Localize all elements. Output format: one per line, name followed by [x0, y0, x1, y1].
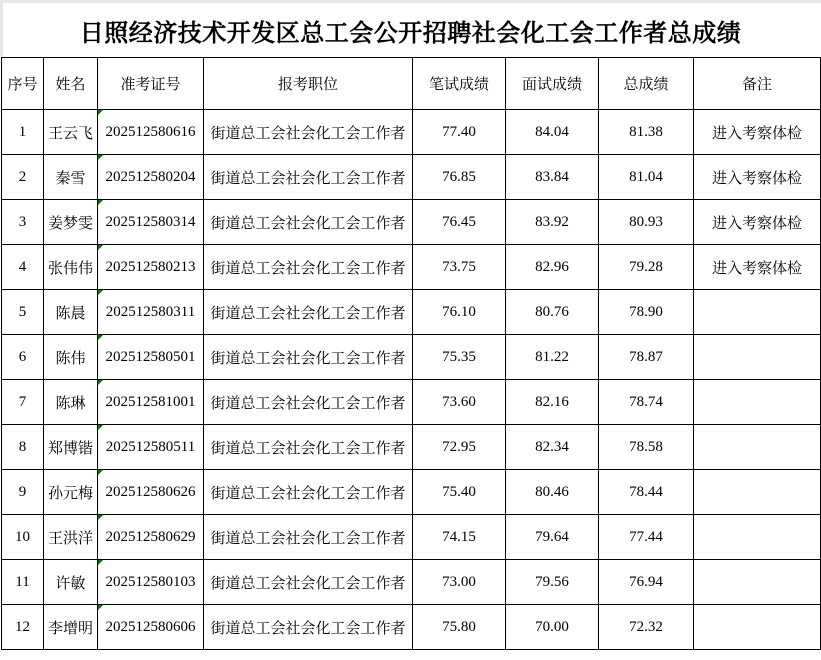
number-stored-as-text-flag-icon [98, 470, 103, 475]
cell-position[interactable]: 街道总工会社会化工会工作者 [204, 605, 413, 650]
cell-interview[interactable]: 70.00 [506, 605, 599, 650]
cell-remark[interactable]: 进入考察体检 [694, 110, 821, 155]
header-row [2, 58, 821, 110]
cell-position[interactable]: 街道总工会社会化工会工作者 [204, 110, 413, 155]
cell-written[interactable]: 76.45 [413, 200, 506, 245]
cell-remark[interactable] [694, 605, 821, 650]
cell-written[interactable]: 75.40 [413, 470, 506, 515]
number-stored-as-text-flag-icon [98, 425, 103, 430]
cell-ticket[interactable]: 202512580626 [98, 470, 204, 515]
column-header-written[interactable]: 笔试成绩 [413, 58, 506, 110]
cell-written[interactable]: 75.35 [413, 335, 506, 380]
number-stored-as-text-flag-icon [98, 560, 103, 565]
table-row [2, 515, 821, 560]
cell-interview[interactable]: 82.96 [506, 245, 599, 290]
cell-written[interactable]: 73.00 [413, 560, 506, 605]
cell-no[interactable]: 8 [2, 425, 44, 470]
column-header-position[interactable]: 报考职位 [204, 58, 413, 110]
cell-remark[interactable] [694, 335, 821, 380]
table-row [2, 605, 821, 650]
cell-written[interactable]: 76.85 [413, 155, 506, 200]
table-row [2, 380, 821, 425]
cell-ticket[interactable]: 202512580616 [98, 110, 204, 155]
cell-name[interactable]: 李增明 [44, 605, 98, 650]
cell-position[interactable]: 街道总工会社会化工会工作者 [204, 470, 413, 515]
table-row [2, 245, 821, 290]
number-stored-as-text-flag-icon [98, 200, 103, 205]
table-row [2, 425, 821, 470]
cell-interview[interactable]: 83.84 [506, 155, 599, 200]
cell-total[interactable]: 77.44 [599, 515, 694, 560]
cell-name[interactable]: 孙元梅 [44, 470, 98, 515]
cell-ticket[interactable]: 202512580314 [98, 200, 204, 245]
cell-no[interactable]: 2 [2, 155, 44, 200]
number-stored-as-text-flag-icon [98, 515, 103, 520]
cell-written[interactable]: 77.40 [413, 110, 506, 155]
cell-position[interactable]: 街道总工会社会化工会工作者 [204, 245, 413, 290]
cell-no[interactable]: 6 [2, 335, 44, 380]
column-header-total[interactable]: 总成绩 [599, 58, 694, 110]
cell-name[interactable]: 陈晨 [44, 290, 98, 335]
cell-name[interactable]: 王云飞 [44, 110, 98, 155]
column-header-interview[interactable]: 面试成绩 [506, 58, 599, 110]
cell-remark[interactable] [694, 515, 821, 560]
cell-remark[interactable]: 进入考察体检 [694, 200, 821, 245]
number-stored-as-text-flag-icon [98, 380, 103, 385]
cell-remark[interactable] [694, 380, 821, 425]
cell-name[interactable]: 秦雪 [44, 155, 98, 200]
cell-no[interactable]: 10 [2, 515, 44, 560]
cell-position[interactable]: 街道总工会社会化工会工作者 [204, 200, 413, 245]
cell-position[interactable]: 街道总工会社会化工会工作者 [204, 425, 413, 470]
cell-no[interactable]: 9 [2, 470, 44, 515]
cell-total[interactable]: 78.44 [599, 470, 694, 515]
cell-total[interactable]: 76.94 [599, 560, 694, 605]
cell-written[interactable]: 73.75 [413, 245, 506, 290]
cell-total[interactable]: 79.28 [599, 245, 694, 290]
cell-total[interactable]: 78.74 [599, 380, 694, 425]
cell-remark[interactable] [694, 290, 821, 335]
cell-name[interactable]: 陈琳 [44, 380, 98, 425]
cell-ticket[interactable]: 202512581001 [98, 380, 204, 425]
cell-interview[interactable]: 82.34 [506, 425, 599, 470]
table-row [2, 560, 821, 605]
table-row [2, 470, 821, 515]
cell-no[interactable]: 1 [2, 110, 44, 155]
cell-ticket[interactable]: 202512580213 [98, 245, 204, 290]
cell-written[interactable]: 75.80 [413, 605, 506, 650]
table-body [2, 110, 821, 650]
number-stored-as-text-flag-icon [98, 245, 103, 250]
cell-position[interactable]: 街道总工会社会化工会工作者 [204, 290, 413, 335]
cell-no[interactable]: 7 [2, 380, 44, 425]
cell-no[interactable]: 3 [2, 200, 44, 245]
cell-name[interactable]: 王洪洋 [44, 515, 98, 560]
cell-position[interactable]: 街道总工会社会化工会工作者 [204, 335, 413, 380]
cell-total[interactable]: 80.93 [599, 200, 694, 245]
cell-no[interactable]: 11 [2, 560, 44, 605]
cell-no[interactable]: 12 [2, 605, 44, 650]
cell-written[interactable]: 73.60 [413, 380, 506, 425]
column-header-remark[interactable]: 备注 [694, 58, 821, 110]
cell-name[interactable]: 陈伟 [44, 335, 98, 380]
cell-interview[interactable]: 84.04 [506, 110, 599, 155]
number-stored-as-text-flag-icon [98, 110, 103, 115]
cell-ticket[interactable]: 202512580629 [98, 515, 204, 560]
column-header-name[interactable]: 姓名 [44, 58, 98, 110]
cell-position[interactable]: 街道总工会社会化工会工作者 [204, 155, 413, 200]
cell-interview[interactable]: 79.64 [506, 515, 599, 560]
column-header-no[interactable]: 序号 [2, 58, 44, 110]
cell-total[interactable]: 78.87 [599, 335, 694, 380]
cell-remark[interactable]: 进入考察体检 [694, 245, 821, 290]
cell-no[interactable]: 4 [2, 245, 44, 290]
cell-ticket[interactable]: 202512580204 [98, 155, 204, 200]
number-stored-as-text-flag-icon [98, 605, 103, 610]
cell-no[interactable]: 5 [2, 290, 44, 335]
table-row [2, 200, 821, 245]
cell-name[interactable]: 许敏 [44, 560, 98, 605]
table-row [2, 290, 821, 335]
cell-total[interactable]: 78.90 [599, 290, 694, 335]
cell-position[interactable]: 街道总工会社会化工会工作者 [204, 380, 413, 425]
cell-remark[interactable] [694, 470, 821, 515]
cell-total[interactable]: 81.04 [599, 155, 694, 200]
page-title: 日照经济技术开发区总工会公开招聘社会化工会工作者总成绩 [79, 19, 742, 47]
cell-interview[interactable]: 79.56 [506, 560, 599, 605]
column-header-ticket[interactable]: 准考证号 [98, 58, 204, 110]
cell-name[interactable]: 姜梦雯 [44, 200, 98, 245]
cell-interview[interactable]: 81.22 [506, 335, 599, 380]
cell-written[interactable]: 72.95 [413, 425, 506, 470]
cell-ticket[interactable]: 202512580501 [98, 335, 204, 380]
results-table [1, 57, 821, 650]
cell-interview[interactable]: 80.76 [506, 290, 599, 335]
cell-position[interactable]: 街道总工会社会化工会工作者 [204, 515, 413, 560]
cell-ticket[interactable]: 202512580103 [98, 560, 204, 605]
cell-remark[interactable] [694, 560, 821, 605]
cell-interview[interactable]: 83.92 [506, 200, 599, 245]
cell-name[interactable]: 郑博锴 [44, 425, 98, 470]
cell-total[interactable]: 81.38 [599, 110, 694, 155]
cell-ticket[interactable]: 202512580606 [98, 605, 204, 650]
cell-remark[interactable]: 进入考察体检 [694, 155, 821, 200]
cell-remark[interactable] [694, 425, 821, 470]
table-row [2, 155, 821, 200]
cell-name[interactable]: 张伟伟 [44, 245, 98, 290]
number-stored-as-text-flag-icon [98, 290, 103, 295]
number-stored-as-text-flag-icon [98, 155, 103, 160]
cell-position[interactable]: 街道总工会社会化工会工作者 [204, 560, 413, 605]
table-row [2, 335, 821, 380]
cell-total[interactable]: 78.58 [599, 425, 694, 470]
number-stored-as-text-flag-icon [98, 335, 103, 340]
cell-written[interactable]: 74.15 [413, 515, 506, 560]
cell-total[interactable]: 72.32 [599, 605, 694, 650]
cell-ticket[interactable]: 202512580511 [98, 425, 204, 470]
cell-ticket[interactable]: 202512580311 [98, 290, 204, 335]
cell-interview[interactable]: 80.46 [506, 470, 599, 515]
cell-interview[interactable]: 82.16 [506, 380, 599, 425]
table-row [2, 110, 821, 155]
cell-written[interactable]: 76.10 [413, 290, 506, 335]
